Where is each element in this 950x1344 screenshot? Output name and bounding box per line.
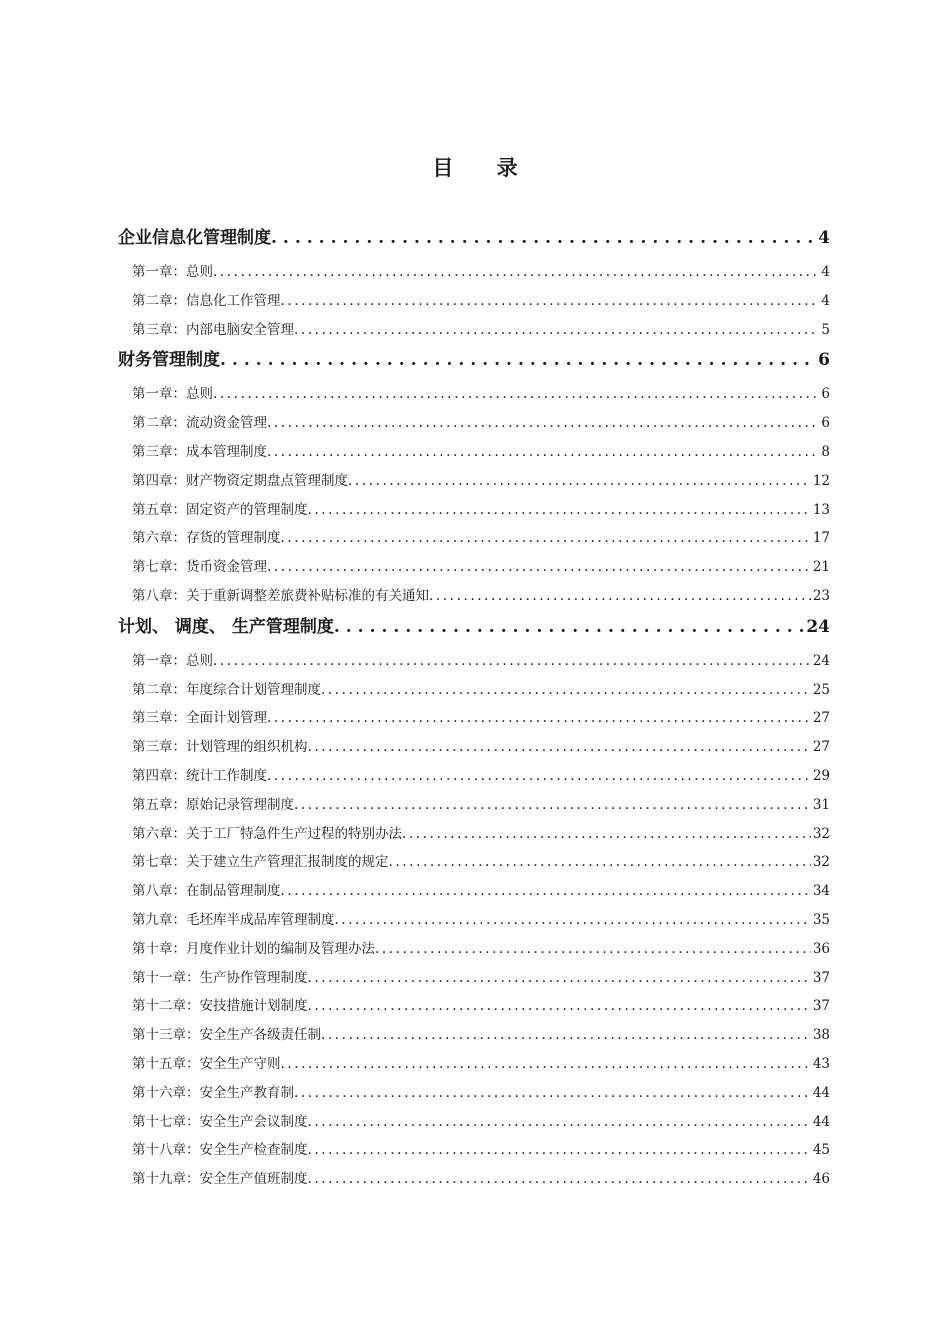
section-title: 财务管理制度 bbox=[118, 350, 220, 371]
toc-section-entry[interactable] bbox=[118, 612, 830, 642]
dot-leader bbox=[271, 223, 816, 253]
dot-leader bbox=[308, 496, 811, 525]
dot-leader bbox=[429, 582, 811, 611]
toc-chapter-entry[interactable] bbox=[118, 704, 830, 733]
chapter-title: 第六章：存货的管理制度 bbox=[132, 530, 281, 547]
toc-chapter-entry[interactable] bbox=[118, 906, 830, 935]
dot-leader bbox=[267, 762, 811, 791]
chapter-page-number: 31 bbox=[812, 796, 830, 813]
chapter-page-number: 17 bbox=[812, 530, 830, 547]
chapter-title: 第五章：固定资产的管理制度 bbox=[132, 501, 308, 518]
chapter-page-number: 13 bbox=[812, 501, 830, 518]
dot-leader bbox=[213, 647, 811, 676]
dot-leader bbox=[213, 258, 819, 287]
chapter-page-number: 32 bbox=[812, 825, 830, 842]
chapter-title: 第二章：流动资金管理 bbox=[132, 415, 267, 432]
chapter-title: 第十六章：安全生产教育制 bbox=[132, 1084, 294, 1101]
chapter-title: 第三章：计划管理的组织机构 bbox=[132, 739, 308, 756]
toc-chapter-entry[interactable] bbox=[118, 467, 830, 496]
section-title: 企业信息化管理制度 bbox=[118, 228, 271, 248]
toc-chapter-entry[interactable] bbox=[118, 964, 830, 993]
toc-chapter-entry[interactable] bbox=[118, 1108, 830, 1137]
chapter-title: 第八章：关于重新调整差旅费补贴标准的有关通知 bbox=[132, 587, 429, 604]
toc-chapter-entry[interactable] bbox=[118, 258, 830, 287]
toc-chapter-entry[interactable] bbox=[118, 647, 830, 676]
toc-chapter-entry[interactable] bbox=[118, 733, 830, 762]
chapter-page-number: 23 bbox=[812, 587, 830, 604]
chapter-page-number: 46 bbox=[812, 1171, 830, 1188]
chapter-page-number: 29 bbox=[812, 767, 830, 784]
dot-leader bbox=[294, 791, 811, 820]
dot-leader bbox=[281, 1050, 811, 1079]
toc-section-entry[interactable] bbox=[118, 223, 830, 253]
toc-chapter-entry[interactable] bbox=[118, 524, 830, 553]
chapter-page-number: 27 bbox=[812, 710, 830, 727]
dot-leader bbox=[348, 467, 811, 496]
chapter-title: 第二章：年度综合计划管理制度 bbox=[132, 681, 321, 698]
chapter-page-number: 45 bbox=[812, 1142, 830, 1159]
section-page-number: 4 bbox=[818, 228, 830, 248]
chapter-page-number: 37 bbox=[812, 998, 830, 1015]
dot-leader bbox=[335, 906, 811, 935]
chapter-title: 第四章：统计工作制度 bbox=[132, 767, 267, 784]
toc-chapter-entry[interactable] bbox=[118, 1136, 830, 1165]
chapter-page-number: 25 bbox=[812, 681, 830, 698]
chapter-page-number: 4 bbox=[821, 292, 830, 309]
chapter-title: 第十五章：安全生产守则 bbox=[132, 1055, 281, 1072]
dot-leader bbox=[220, 345, 816, 375]
chapter-title: 第八章：在制品管理制度 bbox=[132, 883, 281, 900]
chapter-page-number: 32 bbox=[812, 854, 830, 871]
dot-leader bbox=[402, 820, 811, 849]
chapter-title: 第十章：月度作业计划的编制及管理办法 bbox=[132, 940, 375, 957]
chapter-page-number: 36 bbox=[812, 940, 830, 957]
dot-leader bbox=[308, 1108, 811, 1137]
toc-chapter-entry[interactable] bbox=[118, 1079, 830, 1108]
chapter-page-number: 35 bbox=[812, 911, 830, 928]
chapter-page-number: 6 bbox=[821, 415, 830, 432]
toc-chapter-entry[interactable] bbox=[118, 380, 830, 409]
chapter-title: 第三章：全面计划管理 bbox=[132, 710, 267, 727]
chapter-page-number: 44 bbox=[812, 1084, 830, 1101]
chapter-page-number: 44 bbox=[812, 1113, 830, 1130]
toc-title: 目 录 bbox=[432, 155, 536, 180]
chapter-title: 第十一章：生产协作管理制度 bbox=[132, 969, 308, 986]
toc-chapter-entry[interactable] bbox=[118, 791, 830, 820]
dot-leader bbox=[281, 524, 811, 553]
dot-leader bbox=[267, 704, 811, 733]
chapter-title: 第六章：关于工厂特急件生产过程的特别办法 bbox=[132, 825, 402, 842]
chapter-page-number: 21 bbox=[812, 559, 830, 576]
dot-leader bbox=[267, 438, 819, 467]
chapter-page-number: 24 bbox=[812, 652, 830, 669]
dot-leader bbox=[213, 380, 819, 409]
chapter-title: 第四章：财产物资定期盘点管理制度 bbox=[132, 472, 348, 489]
toc-chapter-entry[interactable] bbox=[118, 496, 830, 525]
chapter-title: 第一章：总则 bbox=[132, 264, 213, 280]
dot-leader bbox=[389, 848, 811, 877]
toc-chapter-entry[interactable] bbox=[118, 1165, 830, 1194]
dot-leader bbox=[281, 877, 811, 906]
dot-leader bbox=[267, 409, 819, 438]
dot-leader bbox=[281, 287, 820, 316]
toc-chapter-entry[interactable] bbox=[118, 1021, 830, 1050]
chapter-page-number: 5 bbox=[821, 321, 830, 338]
dot-leader bbox=[321, 1021, 811, 1050]
toc-chapter-entry[interactable] bbox=[118, 287, 830, 316]
chapter-title: 第九章：毛坯库半成品库管理制度 bbox=[132, 911, 335, 928]
chapter-title: 第十九章：安全生产值班制度 bbox=[132, 1171, 308, 1188]
dot-leader bbox=[375, 935, 811, 964]
toc-chapter-entry[interactable] bbox=[118, 438, 830, 467]
section-title: 计划、 调度、 生产管理制度 bbox=[118, 616, 334, 637]
chapter-page-number: 34 bbox=[812, 883, 830, 900]
toc-chapter-entry[interactable] bbox=[118, 820, 830, 849]
dot-leader bbox=[308, 964, 811, 993]
chapter-page-number: 37 bbox=[812, 969, 830, 986]
chapter-title: 第十二章：安技措施计划制度 bbox=[132, 998, 308, 1015]
dot-leader bbox=[294, 1079, 811, 1108]
toc-chapter-entry[interactable] bbox=[118, 409, 830, 438]
chapter-title: 第二章：信息化工作管理 bbox=[132, 292, 281, 309]
chapter-page-number: 12 bbox=[812, 472, 830, 489]
toc-chapter-entry[interactable] bbox=[118, 1050, 830, 1079]
chapter-title: 第七章：货币资金管理 bbox=[132, 559, 267, 576]
chapter-title: 第十三章：安全生产各级责任制 bbox=[132, 1027, 321, 1044]
toc-section-entry[interactable] bbox=[118, 345, 830, 375]
chapter-title: 第七章：关于建立生产管理汇报制度的规定 bbox=[132, 854, 389, 871]
dot-leader bbox=[294, 316, 819, 345]
chapter-title: 第一章：总则 bbox=[132, 386, 213, 403]
dot-leader bbox=[308, 1136, 811, 1165]
chapter-page-number: 38 bbox=[812, 1027, 830, 1044]
dot-leader bbox=[334, 612, 804, 642]
dot-leader bbox=[267, 553, 811, 582]
toc-chapter-entry[interactable] bbox=[118, 676, 830, 705]
dot-leader bbox=[308, 992, 811, 1021]
chapter-title: 第一章：总则 bbox=[132, 652, 213, 669]
toc-chapter-entry[interactable] bbox=[118, 992, 830, 1021]
toc-chapter-entry[interactable] bbox=[118, 316, 830, 345]
section-page-number: 24 bbox=[806, 616, 830, 637]
chapter-title: 第三章：成本管理制度 bbox=[132, 443, 267, 460]
chapter-title: 第十七章：安全生产会议制度 bbox=[132, 1113, 308, 1130]
toc-chapter-entry[interactable] bbox=[118, 935, 830, 964]
dot-leader bbox=[308, 733, 811, 762]
chapter-title: 第三章：内部电脑安全管理 bbox=[132, 321, 294, 338]
chapter-title: 第十八章：安全生产检查制度 bbox=[132, 1142, 308, 1159]
dot-leader bbox=[308, 1165, 811, 1194]
chapter-page-number: 6 bbox=[821, 386, 830, 403]
toc-chapter-entry[interactable] bbox=[118, 848, 830, 877]
table-of-contents bbox=[118, 222, 830, 1194]
chapter-page-number: 43 bbox=[812, 1055, 830, 1072]
toc-chapter-entry[interactable] bbox=[118, 762, 830, 791]
chapter-page-number: 27 bbox=[812, 739, 830, 756]
toc-chapter-entry[interactable] bbox=[118, 582, 830, 611]
chapter-page-number: 4 bbox=[821, 264, 830, 280]
toc-chapter-entry[interactable] bbox=[118, 553, 830, 582]
chapter-page-number: 8 bbox=[821, 443, 830, 460]
toc-chapter-entry[interactable] bbox=[118, 877, 830, 906]
section-page-number: 6 bbox=[818, 350, 830, 371]
dot-leader bbox=[321, 676, 811, 705]
chapter-title: 第五章：原始记录管理制度 bbox=[132, 796, 294, 813]
